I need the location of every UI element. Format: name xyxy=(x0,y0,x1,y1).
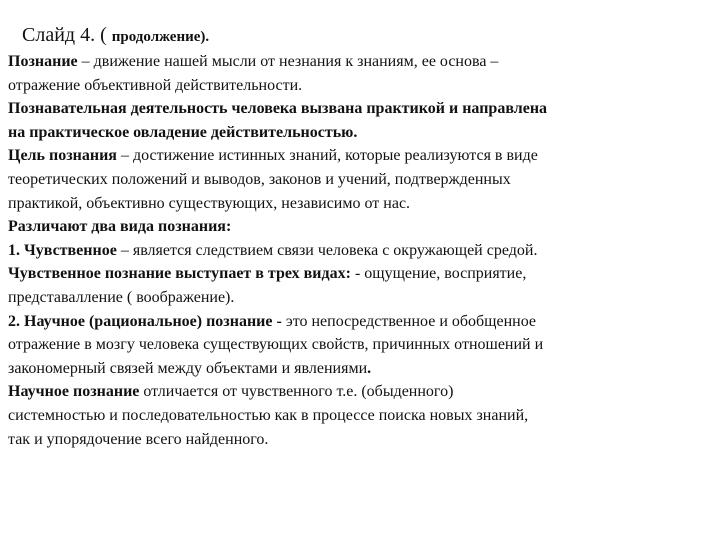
text-fragment: закономерный связей между объектами и явлениями xyxy=(8,359,368,377)
text-fragment: – является следствием связи человека с окружающей средой. xyxy=(116,241,538,259)
term-poznanie: Познание xyxy=(8,53,78,70)
bold-fragment: . xyxy=(367,359,372,377)
text-line xyxy=(8,50,708,74)
text-fragment: - ощущение, восприятие, xyxy=(350,265,527,283)
term-sensory: 1. Чувственное xyxy=(8,241,117,259)
text-line xyxy=(8,310,708,334)
text-line: отражение в мозгу человека существующих свойств, причинных отношений и xyxy=(8,336,544,354)
bold-fragment: Познавательная деятельность человека вызвана практикой и направлена xyxy=(8,100,548,118)
text-line xyxy=(8,380,708,404)
text-line xyxy=(8,239,708,263)
text-line xyxy=(8,215,708,239)
term-scientific: 2. Научное (рациональное) познание - xyxy=(8,312,282,330)
text-fragment: – достижение истинных знаний, которые реализуются в виде xyxy=(116,147,538,165)
text-line: отражение объективной действительности. xyxy=(8,76,303,94)
text-line: представалление ( воображение). xyxy=(8,288,235,306)
text-line xyxy=(8,144,708,168)
text-line: так и упорядочение всего найденного. xyxy=(8,430,269,448)
text-line: практикой, объективно существующих, независимо от нас. xyxy=(8,194,411,212)
term-goal: Цель познания xyxy=(8,147,117,165)
slide-body xyxy=(8,50,708,451)
slide-title xyxy=(22,22,209,50)
text-line xyxy=(8,97,708,121)
text-fragment: – движение нашей мысли от незнания к знаниям, ее основа – xyxy=(77,53,499,70)
text-line: системностью и последовательностью как в процессе поиска новых знаний, xyxy=(8,406,529,424)
term-scientific-knowledge: Научное познание xyxy=(8,383,140,401)
text-line xyxy=(8,121,708,145)
text-line: теоретических положений и выводов, законов и учений, подтвержденных xyxy=(8,170,511,188)
text-fragment: это непосредственное и обобщенное xyxy=(281,312,536,330)
bold-fragment: Чувственное познание выступает в трех видах: xyxy=(8,265,351,283)
text-line xyxy=(8,357,708,381)
text-line xyxy=(8,262,708,286)
bold-fragment: Различают два вида познания: xyxy=(8,218,232,236)
slide-title-main: Слайд 4. ( xyxy=(22,24,112,46)
bold-fragment: на практическое овладение действительностью. xyxy=(8,123,358,141)
slide-title-sub: продолжение). xyxy=(111,29,210,45)
text-fragment: отличается от чувственного т.е. (обыденного) xyxy=(139,383,454,401)
